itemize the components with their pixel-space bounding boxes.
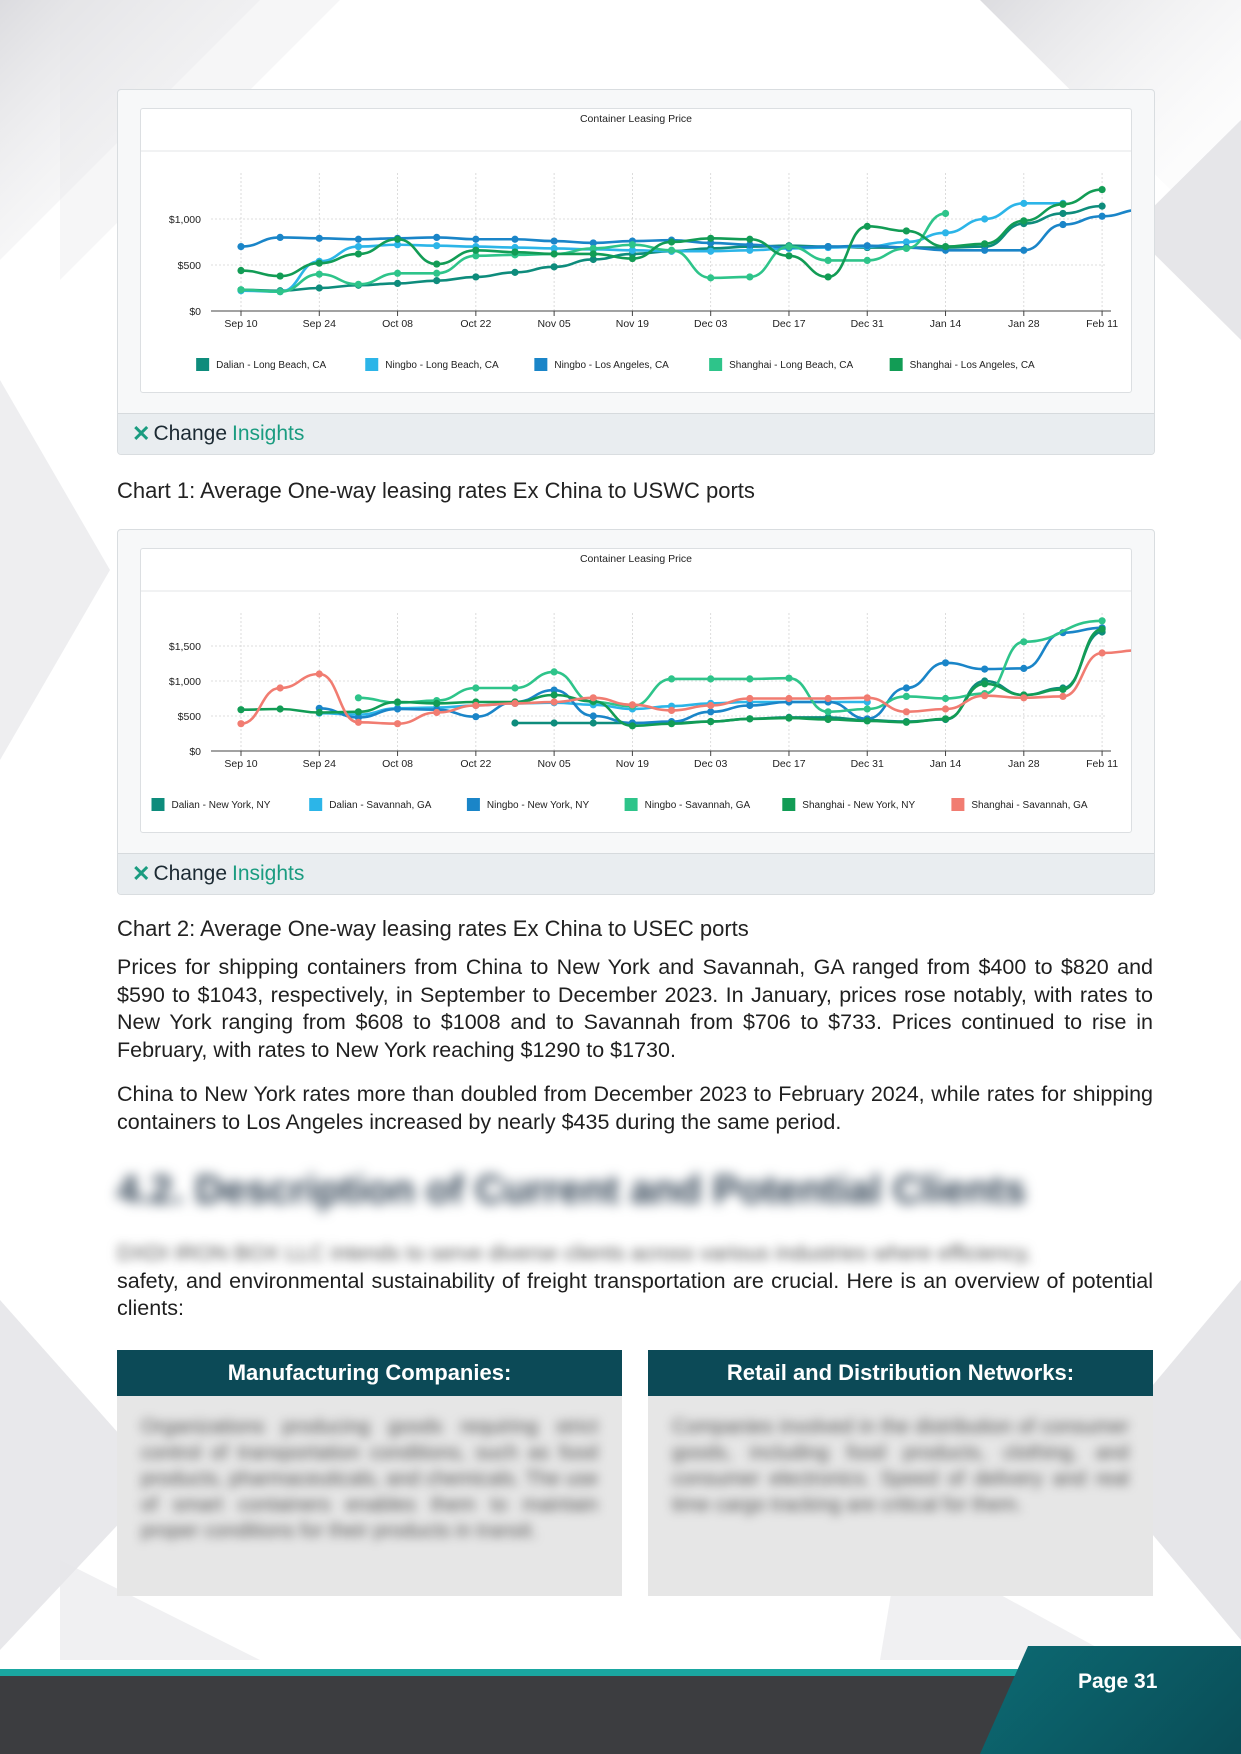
data-point	[707, 235, 714, 242]
data-point	[355, 694, 362, 701]
data-point	[472, 713, 479, 720]
data-point	[707, 248, 714, 255]
data-point	[707, 718, 714, 725]
data-point	[551, 719, 558, 726]
data-point	[746, 675, 753, 682]
data-point	[1059, 221, 1066, 228]
data-point	[590, 694, 597, 701]
data-point	[668, 675, 675, 682]
x-tick-label: Dec 17	[772, 318, 806, 330]
x-tick-label: Jan 28	[1008, 758, 1040, 770]
legend-swatch	[534, 358, 547, 371]
data-point	[864, 257, 871, 264]
legend-swatch	[890, 358, 903, 371]
x-tick-label: Sep 10	[224, 758, 258, 770]
client-box-manufacturing	[117, 1350, 622, 1596]
chart-title: Container Leasing Price	[579, 553, 693, 565]
data-point	[551, 698, 558, 705]
section-intro	[117, 1240, 1153, 1323]
data-point	[277, 234, 284, 241]
data-point	[237, 243, 244, 250]
page-number-tab	[980, 1646, 1241, 1754]
x-tick-label: Dec 03	[694, 318, 728, 330]
data-point	[590, 712, 597, 719]
legend-swatch	[152, 798, 165, 811]
data-point	[472, 236, 479, 243]
data-point	[707, 708, 714, 715]
data-point	[981, 666, 988, 673]
data-point	[629, 722, 636, 729]
data-point	[316, 670, 323, 677]
data-point	[903, 227, 910, 234]
data-point	[237, 267, 244, 274]
brand-name-part2: Insights	[232, 862, 305, 885]
data-point	[668, 707, 675, 714]
data-point	[511, 719, 518, 726]
brand-logo-icon: ✕	[132, 421, 151, 446]
client-box-retail	[648, 1350, 1153, 1596]
x-tick-label: Jan 14	[929, 758, 962, 770]
data-point	[1059, 693, 1066, 700]
chart2-svg	[141, 549, 1131, 832]
data-point	[316, 235, 323, 242]
data-point	[981, 692, 988, 699]
data-point	[472, 702, 479, 709]
data-point	[472, 684, 479, 691]
data-point	[981, 215, 988, 222]
x-tick-label: Nov 19	[615, 758, 650, 770]
legend-label: Shanghai - Long Beach, CA	[729, 360, 854, 371]
data-point	[942, 705, 949, 712]
data-point	[668, 238, 675, 245]
data-point	[237, 720, 244, 727]
x-tick-label: Dec 31	[850, 318, 884, 330]
client-box-title: Retail and Distribution Networks:	[648, 1350, 1153, 1396]
data-point	[1059, 210, 1066, 217]
data-point	[903, 719, 910, 726]
chart2-plot-frame	[140, 548, 1132, 833]
data-point	[433, 234, 440, 241]
chart2-brand-bar	[118, 853, 1154, 894]
data-point	[1020, 200, 1027, 207]
data-point	[316, 271, 323, 278]
client-box-text: Companies involved in the distribution of consumer goods, including food products, clothing, and consumer electronics. Speed of delivery and real time cargo tracking are critical for them.	[672, 1416, 1129, 1516]
data-point	[785, 675, 792, 682]
data-point	[981, 247, 988, 254]
y-tick-label: $1,500	[168, 641, 201, 653]
x-tick-label: Dec 17	[772, 758, 806, 770]
data-point	[825, 708, 832, 715]
y-tick-label: $0	[189, 746, 201, 758]
legend-swatch	[625, 798, 638, 811]
chart2-card	[117, 529, 1155, 895]
data-point	[942, 715, 949, 722]
data-point	[355, 250, 362, 257]
chart1-caption: Chart 1: Average One-way leasing rates Ex China to USWC ports	[117, 478, 755, 503]
y-tick-label: $500	[177, 260, 201, 272]
x-tick-label: Oct 22	[460, 318, 492, 330]
legend-label: Ningbo - Los Angeles, CA	[554, 360, 669, 371]
data-point	[785, 695, 792, 702]
data-point	[355, 708, 362, 715]
data-point	[237, 286, 244, 293]
data-point	[825, 716, 832, 723]
data-point	[785, 715, 792, 722]
data-point	[511, 684, 518, 691]
data-point	[394, 270, 401, 277]
x-tick-label: Oct 08	[382, 758, 414, 770]
data-point	[864, 694, 871, 701]
x-tick-label: Nov 05	[537, 318, 571, 330]
paragraph-prices: Prices for shipping containers from China to New York and Savannah, GA ranged from $400 to $820 and $590 to $1043, respectively, in September to December 2023. In January, prices rose notably, with rates to New York ranging from $608 to $1008 and to Savannah from $706 to $733. Prices continued to rise in February, with rates to New York reaching $1290 to $1730.	[117, 955, 1153, 1062]
data-point	[433, 270, 440, 277]
x-tick-label: Oct 22	[460, 758, 492, 770]
data-point	[355, 236, 362, 243]
data-point	[942, 243, 949, 250]
data-point	[355, 719, 362, 726]
paragraph-rates: China to New York rates more than doubled from December 2023 to February 2024, while rates for shipping containers to Los Angeles increased by nearly $435 during the same period.	[117, 1082, 1153, 1134]
legend-label: Dalian - New York, NY	[171, 800, 271, 811]
data-point	[551, 691, 558, 698]
data-point	[864, 705, 871, 712]
data-point	[1020, 217, 1027, 224]
data-point	[277, 705, 284, 712]
legend-label: Dalian - Long Beach, CA	[216, 360, 327, 371]
data-point	[316, 284, 323, 291]
y-tick-label: $0	[189, 306, 201, 318]
data-point	[707, 675, 714, 682]
data-point	[942, 695, 949, 702]
data-point	[551, 237, 558, 244]
data-point	[551, 263, 558, 270]
data-point	[1098, 203, 1105, 210]
brand-name-part1: Change	[153, 862, 227, 885]
data-point	[746, 695, 753, 702]
x-tick-label: Dec 31	[850, 758, 884, 770]
brand-name-part2: Insights	[232, 422, 305, 445]
data-point	[1059, 201, 1066, 208]
series-line	[241, 190, 1102, 277]
data-point	[394, 698, 401, 705]
data-point	[1020, 665, 1027, 672]
data-point	[864, 242, 871, 249]
data-point	[1098, 617, 1105, 624]
data-point	[433, 260, 440, 267]
legend-swatch	[196, 358, 209, 371]
legend-label: Ningbo - Savannah, GA	[644, 800, 751, 811]
data-point	[825, 243, 832, 250]
x-tick-label: Sep 10	[224, 318, 258, 330]
data-point	[668, 720, 675, 727]
data-point	[433, 700, 440, 707]
data-point	[942, 229, 949, 236]
data-point	[981, 680, 988, 687]
client-box-text: Organizations producing goods requiring strict control of transportation conditions, such as food products, pharmaceuticals, and chemicals. The use of smart containers enables them to maintain proper conditions for their products in transit.	[141, 1416, 598, 1542]
section-intro-visible: safety, and environmental sustainability of freight transportation are crucial. Here is an overview of potential clients:	[117, 1268, 1153, 1320]
data-point	[355, 243, 362, 250]
data-point	[551, 668, 558, 675]
data-point	[785, 252, 792, 259]
data-point	[394, 705, 401, 712]
data-point	[277, 288, 284, 295]
x-tick-label: Feb 11	[1086, 318, 1119, 330]
x-tick-label: Oct 08	[382, 318, 414, 330]
data-point	[511, 236, 518, 243]
data-point	[746, 702, 753, 709]
brand-logo-icon: ✕	[132, 861, 151, 886]
data-point	[785, 243, 792, 250]
y-tick-label: $1,000	[168, 676, 201, 688]
legend-label: Ningbo - Long Beach, CA	[385, 360, 499, 371]
data-point	[433, 277, 440, 284]
legend-label: Shanghai - Los Angeles, CA	[909, 360, 1035, 371]
data-point	[629, 255, 636, 262]
x-tick-label: Nov 19	[615, 318, 650, 330]
data-point	[864, 717, 871, 724]
legend-label: Ningbo - New York, NY	[486, 800, 590, 811]
data-point	[433, 242, 440, 249]
x-tick-label: Jan 28	[1008, 318, 1040, 330]
x-tick-label: Feb 11	[1086, 758, 1119, 770]
chart1-card	[117, 89, 1155, 455]
legend-label: Dalian - Savannah, GA	[329, 800, 432, 811]
data-point	[472, 273, 479, 280]
data-point	[629, 701, 636, 708]
chart-title: Container Leasing Price	[579, 113, 693, 125]
x-tick-label: Dec 03	[694, 758, 728, 770]
data-point	[394, 280, 401, 287]
data-point	[1098, 213, 1105, 220]
data-point	[629, 241, 636, 248]
data-point	[551, 250, 558, 257]
data-point	[1098, 649, 1105, 656]
client-box-body	[117, 1396, 622, 1596]
data-point	[355, 281, 362, 288]
legend-swatch	[951, 798, 964, 811]
data-point	[472, 247, 479, 254]
data-point	[1098, 626, 1105, 633]
data-point	[903, 245, 910, 252]
x-tick-label: Nov 05	[537, 758, 571, 770]
data-point	[942, 210, 949, 217]
legend-label: Shanghai - New York, NY	[802, 800, 916, 811]
data-point	[746, 273, 753, 280]
y-tick-label: $500	[177, 711, 201, 723]
data-point	[903, 708, 910, 715]
legend-swatch	[467, 798, 480, 811]
client-box-title: Manufacturing Companies:	[117, 1350, 622, 1396]
data-point	[237, 706, 244, 713]
data-point	[825, 273, 832, 280]
data-point	[942, 659, 949, 666]
data-point	[394, 720, 401, 727]
data-point	[1020, 694, 1027, 701]
data-point	[707, 274, 714, 281]
data-point	[1020, 638, 1027, 645]
data-point	[511, 700, 518, 707]
data-point	[1059, 686, 1066, 693]
legend-swatch	[309, 798, 322, 811]
legend-swatch	[709, 358, 722, 371]
series-line	[358, 621, 1102, 712]
data-point	[746, 715, 753, 722]
y-tick-label: $1,000	[168, 214, 201, 226]
data-point	[746, 236, 753, 243]
legend-label: Shanghai - Savannah, GA	[971, 800, 1088, 811]
chart2-caption: Chart 2: Average One-way leasing rates Ex China to USEC ports	[117, 916, 749, 941]
data-point	[316, 260, 323, 267]
legend-swatch	[365, 358, 378, 371]
data-point	[394, 236, 401, 243]
data-point	[1020, 247, 1027, 254]
data-point	[825, 695, 832, 702]
data-point	[707, 702, 714, 709]
data-point	[511, 249, 518, 256]
client-box-body	[648, 1396, 1153, 1596]
x-tick-label: Jan 14	[929, 318, 962, 330]
data-point	[590, 719, 597, 726]
page-number: Page 31	[1078, 1670, 1158, 1693]
chart1-brand-bar	[118, 413, 1154, 454]
section-intro-blurred: DXDI IRON BOX LLC intends to serve diverse clients across various industries where efficiency,	[117, 1241, 1032, 1265]
data-point	[433, 709, 440, 716]
data-point	[511, 269, 518, 276]
data-point	[668, 247, 675, 254]
data-point	[1098, 186, 1105, 193]
x-tick-label: Sep 24	[302, 758, 336, 770]
section-heading: 4.2. Description of Current and Potential Clients	[117, 1168, 1027, 1212]
chart1-plot-frame	[140, 108, 1132, 393]
chart1-svg	[141, 109, 1131, 392]
data-point	[277, 272, 284, 279]
data-point	[903, 684, 910, 691]
data-point	[825, 257, 832, 264]
data-point	[903, 693, 910, 700]
data-point	[316, 709, 323, 716]
data-point	[590, 250, 597, 257]
data-point	[277, 684, 284, 691]
legend-swatch	[782, 798, 795, 811]
x-tick-label: Sep 24	[302, 318, 336, 330]
data-point	[981, 240, 988, 247]
brand-name-part1: Change	[153, 422, 227, 445]
data-point	[864, 223, 871, 230]
